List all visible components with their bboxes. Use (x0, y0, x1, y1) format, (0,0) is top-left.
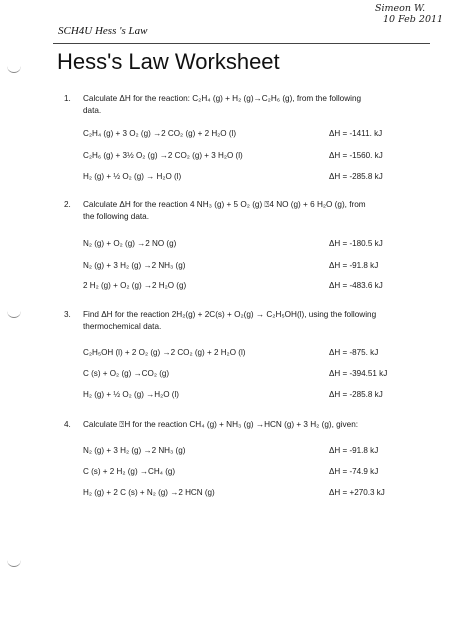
reaction-equation: N₂ (g) + O₂ (g) →2 NO (g) (83, 239, 177, 248)
reaction-equation: C₂H₆ (g) + 3½ O₂ (g) →2 CO₂ (g) + 3 H₂O (l) (83, 151, 243, 160)
delta-h-value: ΔH = +270.3 kJ (329, 488, 385, 497)
page-title: Hess's Law Worksheet (57, 49, 280, 74)
delta-h-value: ΔH = -91.8 kJ (329, 446, 379, 455)
question-2-prompt (64, 199, 394, 222)
signature-name: Simeon W. (375, 3, 426, 14)
reaction-equation: C₂H₅OH (l) + 2 O₂ (g) →2 CO₂ (g) + 2 H₂O (l) (83, 348, 246, 357)
reaction-equation: H₂ (g) + 2 C (s) + N₂ (g) →2 HCN (g) (83, 488, 215, 497)
question-3-prompt (64, 309, 394, 332)
question-number: 4. (64, 420, 71, 429)
delta-h-value: ΔH = -1411. kJ (329, 129, 383, 138)
reaction-equation: 2 H₂ (g) + O₂ (g) →2 H₂O (g) (83, 281, 187, 290)
question-number: 1. (64, 94, 71, 103)
reaction-equation: C₂H₄ (g) + 3 O₂ (g) →2 CO₂ (g) + 2 H₂O (l) (83, 129, 237, 138)
binder-hole-mark (7, 66, 21, 73)
question-number: 3. (64, 310, 71, 319)
delta-h-value: ΔH = -285.8 kJ (329, 172, 383, 181)
reaction-equation: N₂ (g) + 3 H₂ (g) →2 NH₃ (g) (83, 261, 186, 270)
delta-h-value: ΔH = -180.5 kJ (329, 239, 383, 248)
reaction-equation: H₂ (g) + ½ O₂ (g) →H₂O (l) (83, 390, 179, 399)
delta-h-value: ΔH = -483.6 kJ (329, 281, 383, 290)
prompt-line: Calculate ΔH for the reaction: C₂H₄ (g) + H₂ (g)→C₂H₆ (g), from the following (83, 94, 362, 103)
delta-h-value: ΔH = -285.8 kJ (329, 390, 383, 399)
prompt-line: data. (83, 105, 102, 115)
question-1-prompt (64, 93, 394, 116)
prompt-line: Find ΔH for the reaction 2H₂(g) + 2C(s) + O₂(g) → C₂H₅OH(l), using the following (83, 310, 377, 319)
signature-date: 10 Feb 2011 (383, 14, 444, 25)
delta-h-value: ΔH = -394.51 kJ (329, 369, 388, 378)
prompt-line: thermochemical data. (83, 321, 162, 331)
binder-hole-mark (7, 560, 21, 567)
reaction-equation: C (s) + 2 H₂ (g) →CH₄ (g) (83, 467, 176, 476)
delta-h-value: ΔH = -875. kJ (329, 348, 379, 357)
prompt-line: Calculate ⍰H for the reaction CH₄ (g) + NH₃ (g) →HCN (g) + 3 H₂ (g), given: (83, 420, 359, 429)
question-number: 2. (64, 200, 71, 209)
reaction-equation: C (s) + O₂ (g) →CO₂ (g) (83, 369, 170, 378)
reaction-equation: H₂ (g) + ½ O₂ (g) → H₂O (l) (83, 172, 182, 181)
prompt-line: Calculate ΔH for the reaction 4 NH₃ (g) + 5 O₂ (g) ⍰4 NO (g) + 6 H₂O (g), from (83, 200, 366, 209)
prompt-line: the following data. (83, 211, 149, 221)
delta-h-value: ΔH = -1560. kJ (329, 151, 383, 160)
reaction-equation: N₂ (g) + 3 H₂ (g) →2 NH₃ (g) (83, 446, 186, 455)
question-4-prompt (64, 419, 394, 431)
header-divider (53, 43, 430, 44)
binder-hole-mark (7, 311, 21, 318)
delta-h-value: ΔH = -74.9 kJ (329, 467, 379, 476)
course-header: SCH4U Hess 's Law (58, 25, 148, 37)
delta-h-value: ΔH = -91.8 kJ (329, 261, 379, 270)
